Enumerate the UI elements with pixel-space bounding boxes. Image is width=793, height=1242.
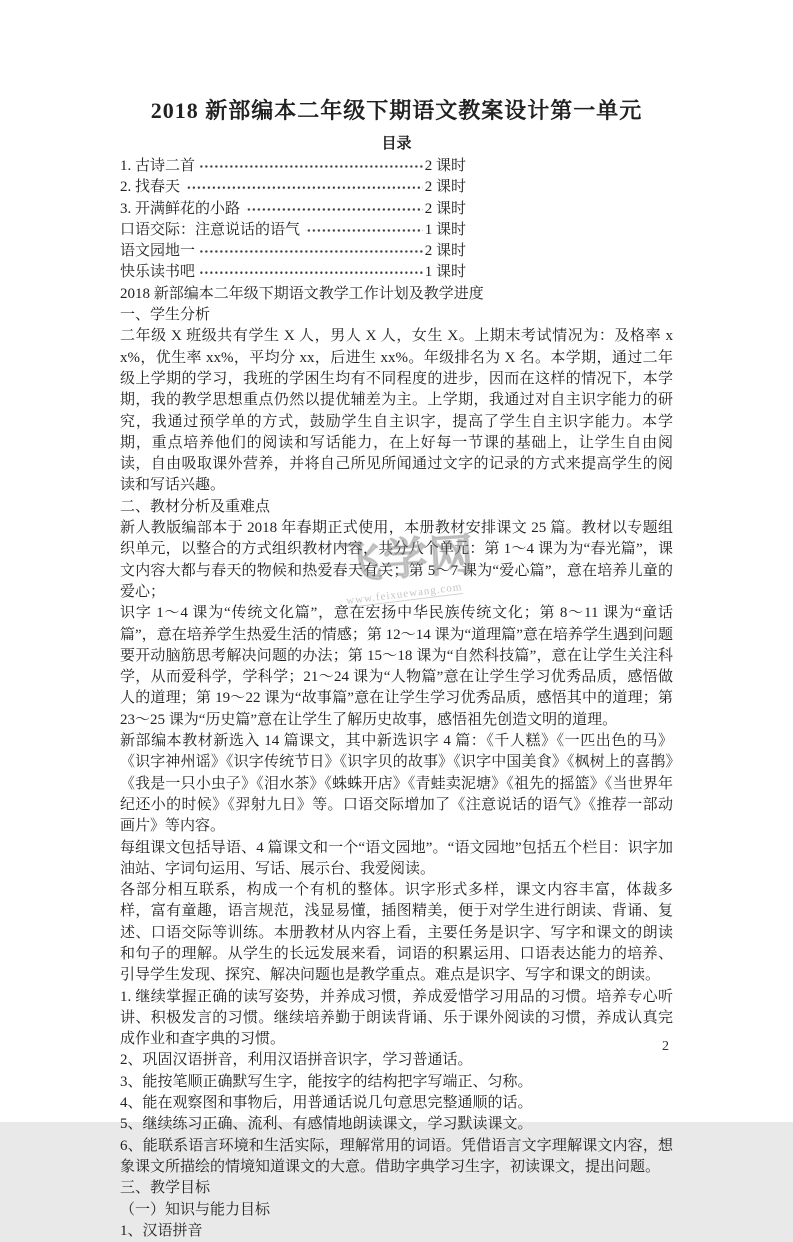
toc-item-label: 1. 古诗二首 xyxy=(120,158,196,174)
watermark-url-text: www.feixuewang.com xyxy=(345,581,463,608)
body-paragraph: 3、能按笔顺正确默写生字，能按字的结构把字写端正、匀称。 xyxy=(120,1073,533,1090)
body-paragraph: 2、巩固汉语拼音，利用汉语拼音识字，学习普通话。 xyxy=(120,1052,473,1069)
toc-item-label: 2. 找春天 xyxy=(120,179,181,196)
body-paragraph: 6、能联系语言环境和生活实际，理解常用的词语。凭借语言文字理解课文内容，想象课文所描绘的情境知道课文的大意。借助字典学习生字，初读课文，提出问题。 xyxy=(120,1137,673,1175)
body-paragraph: 1. 继续掌握正确的读写姿势，并养成习惯，养成爱惜学习用品的习惯。培养专心听讲、积极发言的习惯。继续培养勤于朗读背诵、乐于课外阅读的习惯，养成认真完成作业和查字典的习惯。 xyxy=(120,988,673,1048)
table-of-contents xyxy=(120,156,466,284)
body-paragraph: 新人教版编部本于 2018 年春期正式使用，本册教材安排课文 25 篇。教材以专题组织单元，以整合的方式组织教材内容，共分八个单元：第 1～4 课为为“春光篇”，课文内容大都与春天的物候和热爱春天有关；第 5～7 课为“爱心篇”，意在培养儿童的爱心； xyxy=(120,520,673,600)
body-paragraph: 1、汉语拼音 xyxy=(120,1222,203,1239)
toc-item-label: 3. 开满鲜花的小路 xyxy=(120,200,241,217)
watermark-logo-text: 飞学网 xyxy=(335,530,477,589)
toc-item xyxy=(120,177,466,198)
body-paragraph: 每组课文包括导语、4 篇课文和一个“语文园地”。“语文园地”包括五个栏目：识字加油站、字词句运用、写话、展示台、我爱阅读。 xyxy=(120,839,673,877)
toc-item-value: 1 课时 xyxy=(424,221,466,238)
toc-dot-leader xyxy=(185,177,423,198)
document-content xyxy=(120,94,673,1242)
body-paragraph: 2018 新部编本二年级下期语文教学工作计划及教学进度 xyxy=(120,285,484,302)
toc-item-label: 语文园地一 xyxy=(120,243,196,260)
toc-item xyxy=(120,199,466,220)
toc-dot-leader xyxy=(305,220,423,241)
body-paragraph: 5、继续练习正确、流利、有感情地朗读课文，学习默读课文。 xyxy=(120,1116,533,1133)
toc-item xyxy=(120,241,466,262)
toc-item-value: 1 课时 xyxy=(424,264,466,281)
toc-item-value: 2 课时 xyxy=(424,179,466,196)
toc-dot-leader xyxy=(200,241,423,262)
document-title: 2018 新部编本二年级下期语文教案设计第一单元 xyxy=(150,98,643,123)
toc-heading: 目录 xyxy=(381,136,412,152)
body-paragraph: 一、学生分析 xyxy=(120,307,211,324)
body-paragraph: 二、教材分析及重难点 xyxy=(120,498,271,515)
body-paragraph: 新部编本教材新选入 14 篇课文，其中新选识字 4 篇：《千人糕》《一匹出色的马》《识字神州谣》《识字传统节日》《识字贝的故事》《识字中国美食》《枫树上的喜鹊》《我是一只小虫子》《泪水茶》《蛛蛛开店》《青蛙卖泥塘》《祖先的摇篮》《当世界年纪还小的时候》《羿射九日》等。口语交际增加了《注意说话的语气》《推荐一部动画片》等内容。 xyxy=(120,733,673,835)
toc-item-value: 2 课时 xyxy=(424,243,466,260)
body-paragraph: （一）知识与能力目标 xyxy=(120,1201,271,1218)
toc-item-label: 快乐读书吧 xyxy=(120,264,196,281)
toc-dot-leader xyxy=(200,262,423,283)
toc-dot-leader xyxy=(245,199,423,220)
toc-dot-leader xyxy=(200,156,423,177)
body-paragraph: 三、教学目标 xyxy=(120,1180,211,1197)
toc-item xyxy=(120,156,466,177)
body-paragraph: 二年级 X 班级共有学生 X 人，男人 X 人，女生 X。上期末考试情况为：及格率 xx%，优生率 xx%，平均分 xx，后进生 xx%。年级排名为 X 名。本学期，通过二年级上学期的学习，我班的学困生均有不同程度的进步，因而在这样的情况下，本学期，我的教学思想重点仍然以提优辅差为主。上学期，我通过对自主识字能力的研究，我通过预学单的方式，鼓励学生自主识字，提高了学生自主识字能力。本学期，重点培养他们的阅读和写话能力，在上好每一节课的基础上，让学生自由阅读，自由吸取课外营养，并将自己所见所闻通过文字的记录的方式来提高学生的阅读和写话兴趣。 xyxy=(120,328,673,494)
toc-item-value: 2 课时 xyxy=(424,200,466,217)
toc-item xyxy=(120,262,466,283)
toc-item-label: 口语交际：注意说话的语气 xyxy=(120,221,301,238)
document-body xyxy=(120,284,673,1242)
toc-item-value: 2 课时 xyxy=(424,158,466,174)
body-paragraph: 识字 1～4 课为“传统文化篇”，意在宏扬中华民族传统文化；第 8～11 课为“童话篇”，意在培养学生热爱生活的情感；第 12～14 课为“道理篇”意在培养学生遇到问题要开动脑筋思考解决问题的办法；第 15～18 课为“自然科技篇”，意在让学生关注科学，从而爱科学，学科学；21～24 课为“人物篇”意在让学生学习优秀品质，感悟做人的道理；第 19～22 课为“故事篇”意在让学生学习优秀品质，感悟其中的道理；第 23～25 课为“历史篇”意在让学生了解历史故事，感悟祖先创造文明的道理。 xyxy=(120,605,673,728)
body-paragraph: 4、能在观察图和事物后，用普通话说几句意思完整通顺的话。 xyxy=(120,1095,533,1112)
page-number: 2 xyxy=(662,1039,669,1054)
body-paragraph: 各部分相互联系，构成一个有机的整体。识字形式多样，课文内容丰富，体裁多样，富有童趣，语言规范，浅显易懂，插图精美，便于对学生进行朗读、背诵、复述、口语交际等训练。本册教材从内容上看，主要任务是识字、写字和课文的朗读和句子的理解。从学生的长远发展来看，词语的积累运用、口语表达能力的培养、引导学生发现、探究、解决问题也是教学重点。难点是识字、写字和课文的朗读。 xyxy=(120,882,673,984)
toc-item xyxy=(120,220,466,241)
